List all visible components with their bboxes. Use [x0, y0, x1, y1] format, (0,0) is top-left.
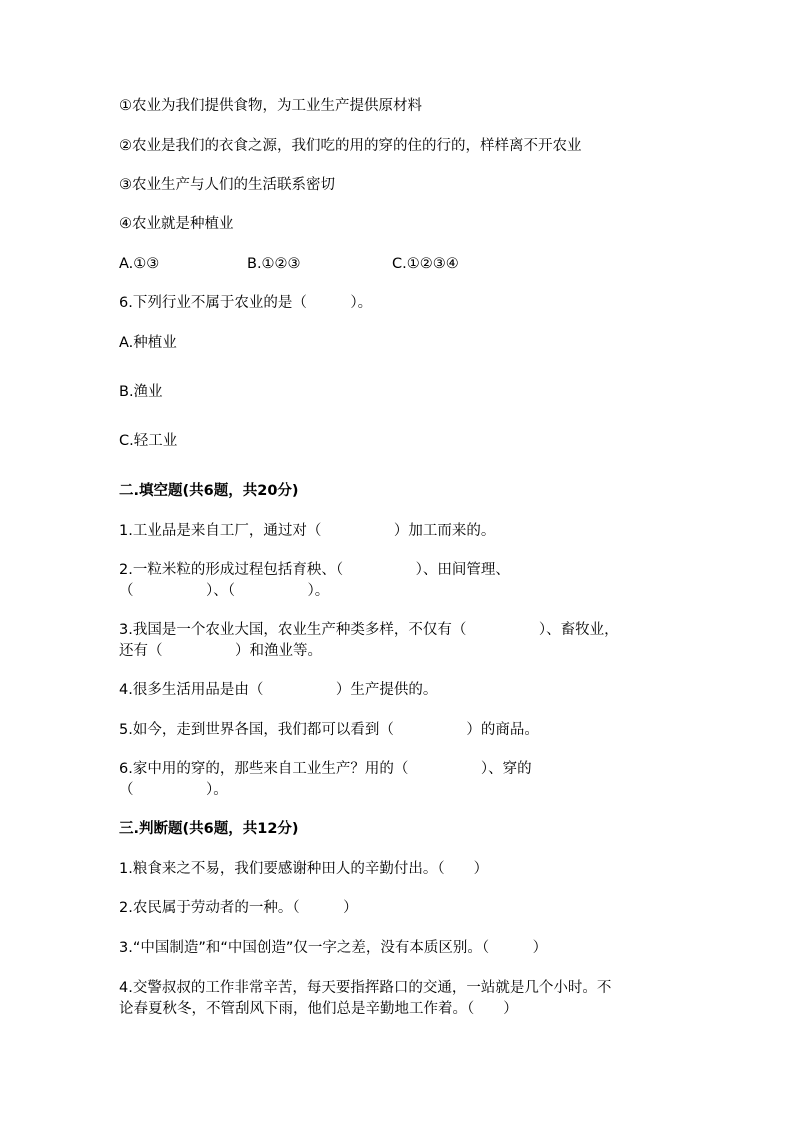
section3-q2: 2.农民属于劳动者的一种。（ ） — [119, 900, 358, 916]
section2-title: 二.填空题(共6题，共20分) — [119, 483, 299, 499]
q5-option-c: C.①②③④ — [392, 256, 459, 272]
section2-q1: 1.工业品是来自工厂，通过对（ ）加工而来的。 — [119, 523, 496, 539]
q5-statement-3: ③农业生产与人们的生活联系密切 — [119, 177, 335, 193]
section3-q4-line1: 4.交警叔叔的工作非常辛苦，每天要指挥路口的交通，一站就是几个小时。不 — [119, 980, 612, 996]
q5-statement-4: ④农业就是种植业 — [119, 216, 234, 232]
section3-q4-line2: 论春夏秋冬，不管刮风下雨，他们总是辛勤地工作着。（ ） — [119, 1001, 518, 1017]
section2-q2-line1: 2.一粒米粒的形成过程包括育秧、（ ）、田间管理、 — [119, 562, 510, 578]
section2-q3-line1: 3.我国是一个农业大国，农业生产种类多样，不仅有（ ）、畜牧业， — [119, 622, 619, 638]
q5-option-b: B.①②③ — [247, 256, 301, 272]
q5-option-a: A.①③ — [119, 256, 160, 272]
section2-q4: 4.很多生活用品是由（ ）生产提供的。 — [119, 682, 438, 698]
section2-q3-line2: 还有（ ）和渔业等。 — [119, 643, 322, 659]
section3-title: 三.判断题(共6题，共12分) — [119, 821, 299, 837]
q5-statement-1: ①农业为我们提供食物，为工业生产提供原材料 — [119, 98, 422, 114]
section2-q6-line2: （ ）。 — [119, 782, 228, 798]
q6-option-a: A.种植业 — [119, 335, 177, 351]
q6-stem: 6.下列行业不属于农业的是（ ）。 — [119, 295, 373, 311]
q5-options — [119, 254, 459, 274]
q6-option-c: C.轻工业 — [119, 433, 178, 449]
q6-option-b: B.渔业 — [119, 384, 163, 400]
section3-q3: 3.“中国制造”和“中国创造”仅一字之差，没有本质区别。（ ） — [119, 940, 548, 956]
section2-q2-line2: （ ）、（ ）。 — [119, 583, 330, 599]
q5-statement-2: ②农业是我们的衣食之源，我们吃的用的穿的住的行的，样样离不开农业 — [119, 138, 582, 154]
section3-q1: 1.粮食来之不易，我们要感谢种田人的辛勤付出。（ ） — [119, 861, 489, 877]
section2-q5: 5.如今，走到世界各国，我们都可以看到（ ）的商品。 — [119, 722, 539, 738]
section2-q6-line1: 6.家中用的穿的，那些来自工业生产？用的（ ）、穿的 — [119, 761, 532, 777]
